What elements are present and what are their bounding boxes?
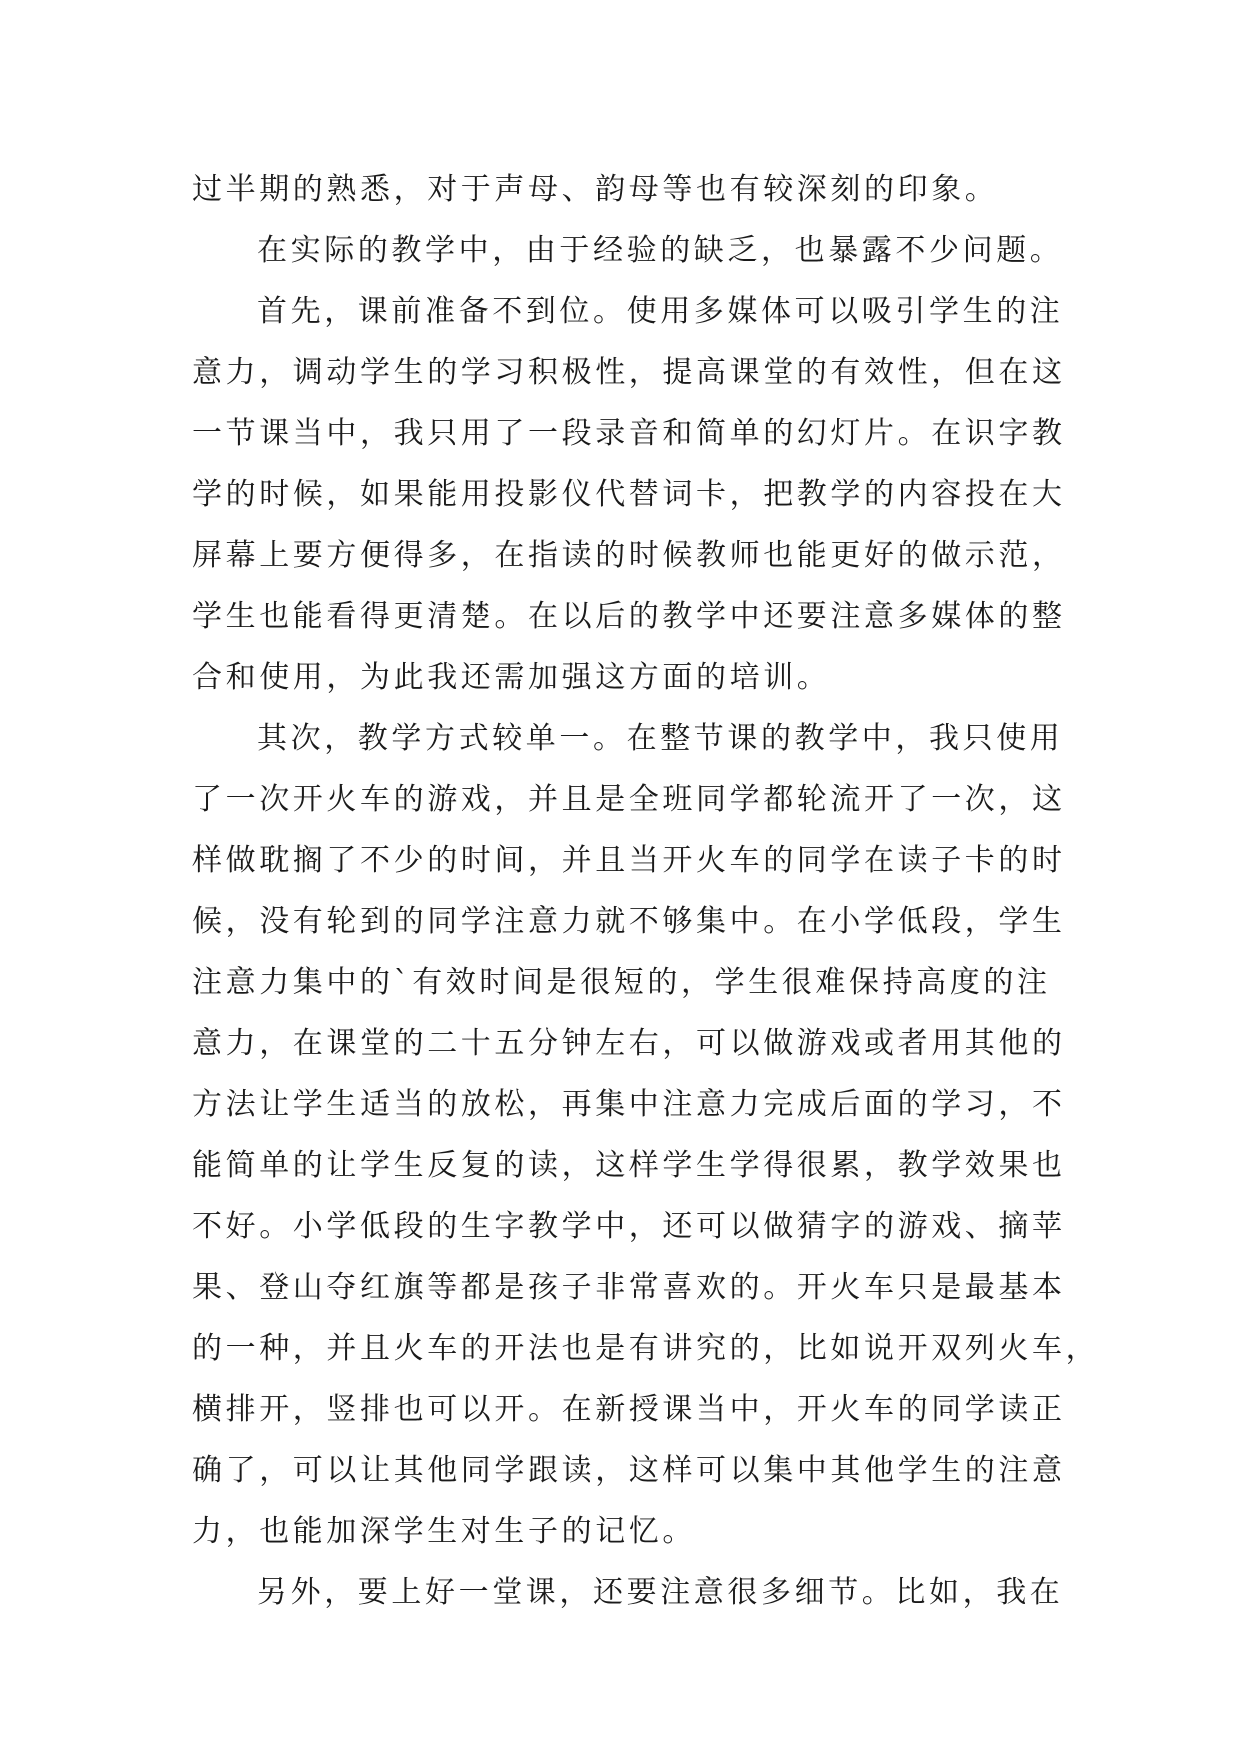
text-line: 屏幕上要方便得多，在指读的时候教师也能更好的做示范，	[192, 538, 1066, 573]
text-line: 注意力集中的`有效时间是很短的，学生很难保持高度的注	[192, 965, 1051, 1000]
text-line: 一节课当中，我只用了一段录音和简单的幻灯片。在识字教	[192, 416, 1066, 451]
text-line: 过半期的熟悉，对于声母、韵母等也有较深刻的印象。	[192, 172, 999, 207]
text-line: 确了，可以让其他同学跟读，这样可以集中其他学生的注意	[192, 1453, 1066, 1488]
text-line: 其次，教学方式较单一。在整节课的教学中，我只使用	[257, 721, 1064, 756]
text-line: 的一种，并且火车的开法也是有讲究的，比如说开双列火车，	[192, 1331, 1100, 1366]
text-line: 能简单的让学生反复的读，这样学生学得很累，教学效果也	[192, 1148, 1066, 1183]
text-line: 意力，在课堂的二十五分钟左右，可以做游戏或者用其他的	[192, 1026, 1066, 1061]
text-line: 力，也能加深学生对生子的记忆。	[192, 1514, 696, 1549]
text-line: 不好。小学低段的生字教学中，还可以做猜字的游戏、摘苹	[192, 1209, 1066, 1244]
text-line: 在实际的教学中，由于经验的缺乏，也暴露不少问题。	[257, 233, 1064, 268]
text-line: 了一次开火车的游戏，并且是全班同学都轮流开了一次，这	[192, 782, 1066, 817]
text-line: 合和使用，为此我还需加强这方面的培训。	[192, 660, 831, 695]
text-line: 横排开，竖排也可以开。在新授课当中，开火车的同学读正	[192, 1392, 1066, 1427]
text-line: 首先，课前准备不到位。使用多媒体可以吸引学生的注	[257, 294, 1064, 329]
text-line: 候，没有轮到的同学注意力就不够集中。在小学低段，学生	[192, 904, 1066, 939]
document-body	[192, 159, 1100, 1623]
text-line: 果、登山夺红旗等都是孩子非常喜欢的。开火车只是最基本	[192, 1270, 1066, 1305]
text-line: 方法让学生适当的放松，再集中注意力完成后面的学习，不	[192, 1087, 1066, 1122]
text-line: 学生也能看得更清楚。在以后的教学中还要注意多媒体的整	[192, 599, 1066, 634]
text-line: 学的时候，如果能用投影仪代替词卡，把教学的内容投在大	[192, 477, 1066, 512]
text-line: 意力，调动学生的学习积极性，提高课堂的有效性，但在这	[192, 355, 1066, 390]
text-line: 样做耽搁了不少的时间，并且当开火车的同学在读子卡的时	[192, 843, 1066, 878]
text-line: 另外，要上好一堂课，还要注意很多细节。比如，我在	[257, 1575, 1064, 1610]
